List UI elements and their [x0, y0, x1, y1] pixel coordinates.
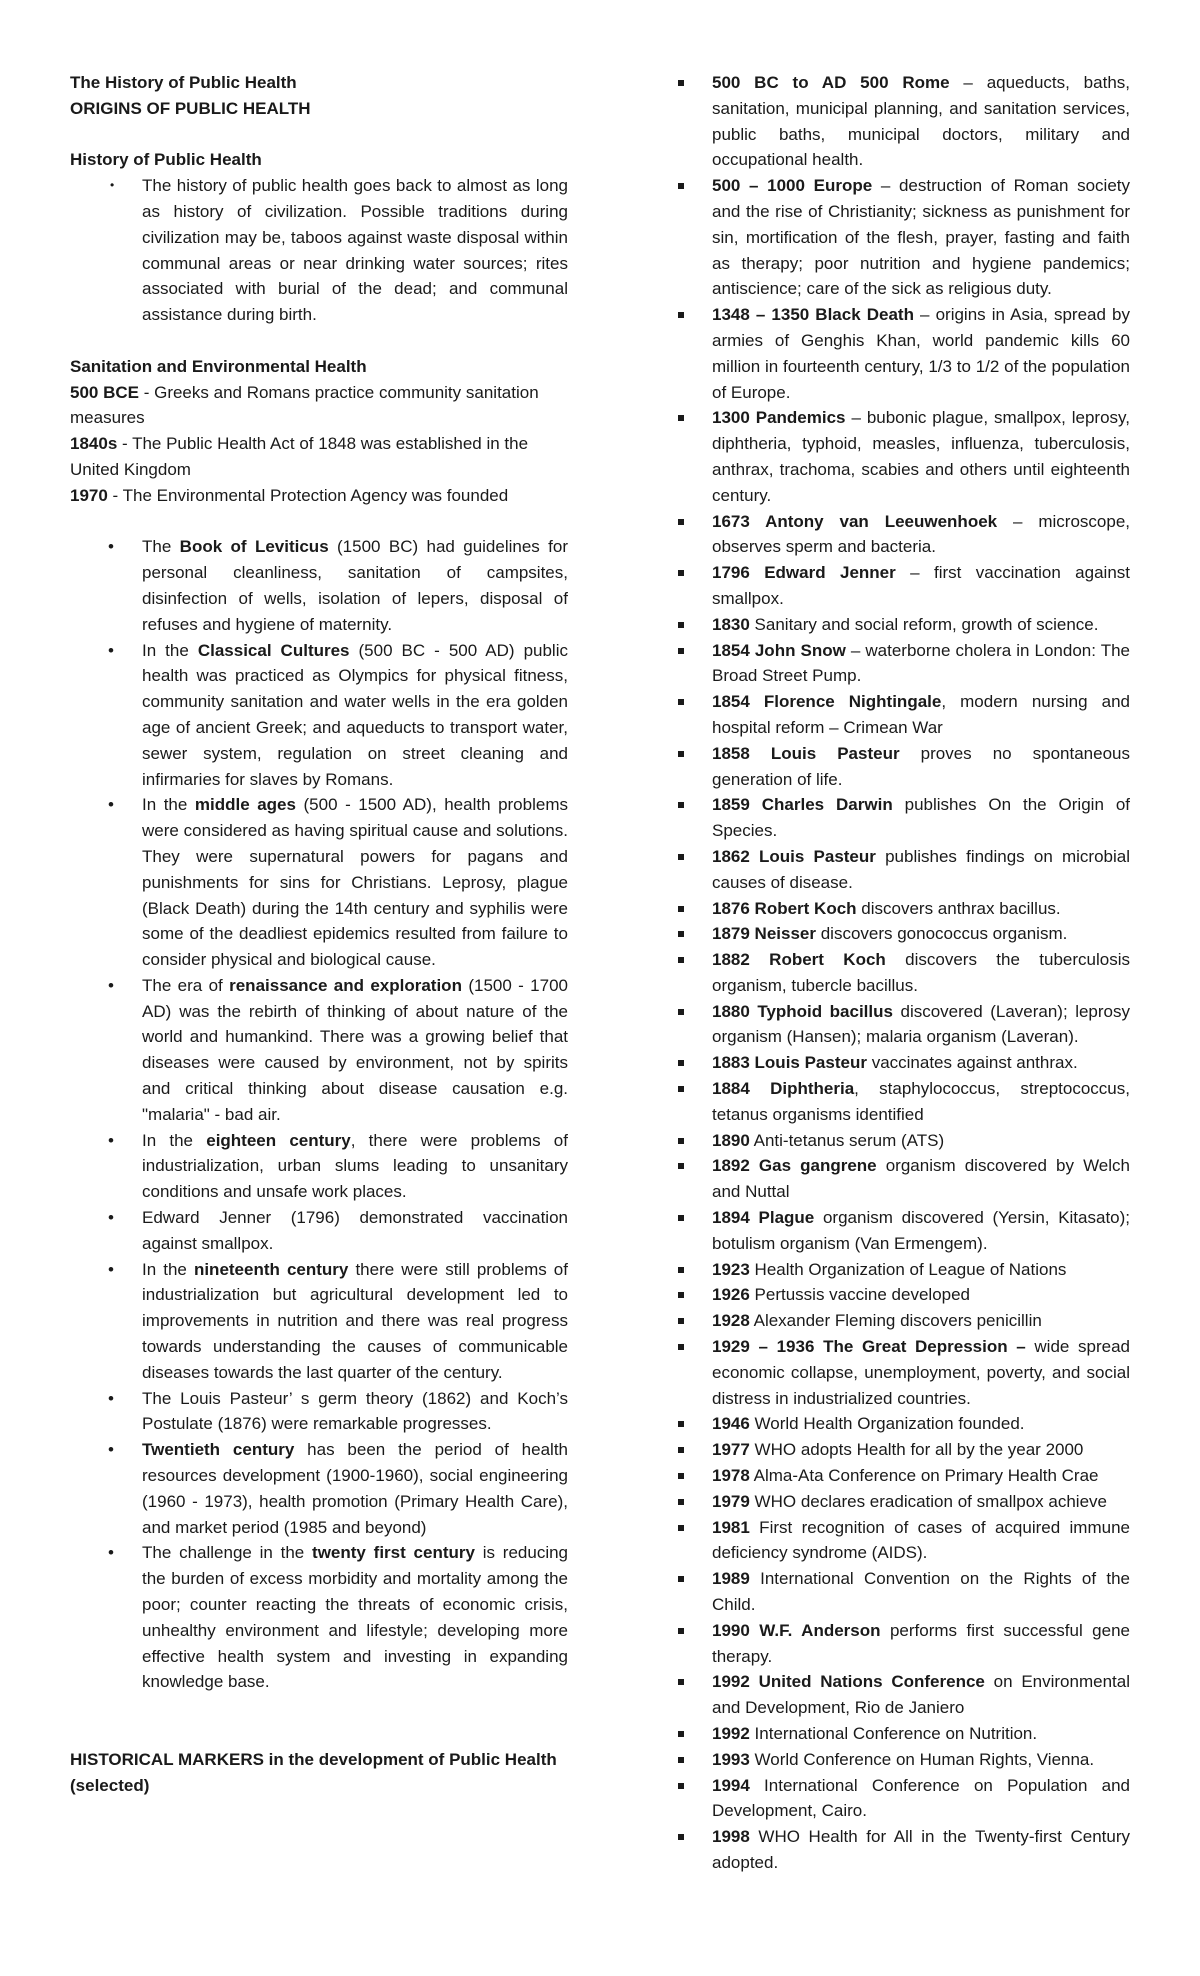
square-bullet-icon: [678, 1757, 684, 1763]
square-bullet-icon: [678, 1215, 684, 1221]
era-text: The Louis Pasteur’ s germ theory (1862) and Koch’s Postulate (1876) were remarkable progresses.: [142, 1388, 568, 1434]
era-highlight: eighteen century: [206, 1130, 351, 1150]
square-bullet-icon: [678, 1318, 684, 1324]
era-highlight: Book of Leviticus: [179, 537, 329, 557]
bullet-icon: •: [108, 1130, 114, 1150]
era-item: [70, 638, 568, 793]
era-highlight: Twentieth century: [142, 1440, 295, 1460]
square-bullet-icon: [678, 1138, 684, 1144]
square-bullet-icon: [678, 570, 684, 576]
bullet-icon: •: [108, 975, 114, 995]
bullet-icon: •: [108, 640, 114, 660]
marker-item: [672, 947, 1130, 999]
square-bullet-icon: [678, 1783, 684, 1789]
era-text: has been the period of health resources development (1900-1960), social engineering (1960 - 1973), health promotion (Primary Health Care), and market period (1985 and beyond): [142, 1440, 569, 1537]
marker-text: publishes On the Origin of Species.: [712, 795, 1131, 841]
marker-text: World Health Organization founded.: [749, 1414, 1025, 1434]
marker-item: [672, 1282, 1130, 1308]
marker-item: [672, 173, 1130, 302]
era-text: Edward Jenner (1796) demonstrated vaccination against smallpox.: [142, 1208, 568, 1253]
marker-item: [672, 1128, 1130, 1154]
marker-item: [672, 509, 1130, 561]
bullet-icon: •: [108, 795, 114, 815]
marker-event: 1879 Neisser: [712, 924, 816, 944]
era-item: [70, 973, 568, 1128]
marker-text: First recognition of cases of acquired immune deficiency syndrome (AIDS).: [712, 1517, 1130, 1563]
era-text: is reducing the burden of excess morbidity and mortality among the poor; counter reacting the threats of economic crisis, unhealthy environment and lifestyle; developing more effective health system and investing in expanding knowledge base.: [142, 1543, 569, 1692]
square-bullet-icon: [678, 183, 684, 189]
marker-item: [672, 302, 1130, 405]
marker-event: 1894 Plague: [712, 1208, 815, 1228]
marker-item: [672, 999, 1130, 1051]
marker-item: [672, 1566, 1130, 1618]
marker-event: 1978: [712, 1466, 750, 1486]
marker-event: 1994: [712, 1775, 750, 1795]
bullet-icon: •: [108, 1440, 114, 1460]
era-text: In the: [142, 640, 198, 660]
square-bullet-icon: [678, 1421, 684, 1427]
marker-event: 1796 Edward Jenner: [712, 563, 896, 583]
document-subtitle: ORIGINS OF PUBLIC HEALTH: [70, 98, 311, 118]
marker-item: [672, 612, 1130, 638]
marker-item: [672, 70, 1130, 173]
era-text: The: [142, 537, 180, 557]
marker-event: 1862 Louis Pasteur: [712, 846, 876, 866]
marker-item: [672, 1050, 1130, 1076]
sanitation-year: 1840s: [70, 434, 118, 454]
bullet-icon: •: [108, 1388, 114, 1408]
marker-item: [672, 1463, 1130, 1489]
marker-text: Alexander Fleming discovers penicillin: [749, 1311, 1042, 1331]
square-bullet-icon: [678, 1628, 684, 1634]
era-highlight: middle ages: [194, 795, 296, 815]
era-text: , there were problems of industrialization, urban slums leading to unsanitary conditions and unsafe work places.: [142, 1130, 568, 1202]
era-text: (1500 BC) had guidelines for personal cleanliness, sanitation of campsites, disinfection of wells, isolation of lepers, disposal of refuses and hygiene of maternity.: [142, 537, 569, 634]
marker-item: [672, 921, 1130, 947]
marker-item: [672, 1824, 1130, 1876]
marker-event: 1859 Charles Darwin: [712, 795, 893, 815]
era-item: [70, 1386, 568, 1438]
bullet-icon: •: [110, 178, 115, 193]
era-text: (500 BC - 500 AD) public health was practiced as Olympics for physical fitness, community sanitation and water wells in the era golden age of ancient Greek; and aqueducts to transport water, sewer system, regulation on street cleaning and infirmaries for slaves by Romans.: [142, 640, 568, 789]
marker-item: [672, 689, 1130, 741]
marker-text: discovers the tuberculosis organism, tubercle bacillus.: [712, 950, 1130, 995]
marker-item: [672, 405, 1130, 508]
marker-text: Health Organization of League of Nations: [749, 1259, 1067, 1279]
square-bullet-icon: [678, 1267, 684, 1273]
square-bullet-icon: [678, 1060, 684, 1066]
marker-event: 1926: [712, 1285, 750, 1305]
square-bullet-icon: [678, 415, 684, 421]
square-bullet-icon: [678, 1731, 684, 1737]
marker-text: – destruction of Roman society and the rise of Christianity; sickness as punishment for sin, mortification of the flesh, prayer, fasting and faith as therapy; poor nutrition and hygiene pandemics; antiscience; care of the sick as religious duty.: [712, 176, 1130, 299]
marker-event: 1990 W.F. Anderson: [712, 1620, 881, 1640]
eras-list: [70, 534, 568, 1695]
marker-event: 1882 Robert Koch: [712, 950, 886, 970]
sanitation-year: 500 BCE: [70, 382, 139, 402]
marker-event: 1979: [712, 1491, 750, 1511]
markers-list: [672, 70, 1130, 1876]
marker-event: 1880 Typhoid bacillus: [712, 1001, 893, 1021]
marker-item: [672, 896, 1130, 922]
square-bullet-icon: [678, 1447, 684, 1453]
history-text: The history of public health goes back to almost as long as history of civilization. Possible traditions during civilization may be, taboos against waste disposal within communal areas or near drinking water sources; rites associated with burial of the dead; and communal assistance during birth.: [142, 176, 568, 325]
marker-text: International Conference on Population and Development, Cairo.: [712, 1775, 1130, 1821]
square-bullet-icon: [678, 648, 684, 654]
marker-text: – microscope, observes sperm and bacteria.: [712, 511, 1130, 557]
sanitation-item: [70, 431, 568, 483]
marker-text: , modern nursing and hospital reform – Crimean War: [712, 692, 1130, 737]
marker-item: [672, 560, 1130, 612]
history-item: [70, 173, 568, 328]
square-bullet-icon: [678, 1679, 684, 1685]
markers-heading: HISTORICAL MARKERS in the development of Public Health (selected): [70, 1749, 557, 1795]
era-text: The era of: [142, 975, 230, 995]
sanitation-heading: Sanitation and Environmental Health: [70, 356, 367, 376]
marker-text: – origins in Asia, spread by armies of Genghis Khan, world pandemic kills 60 million in fourteenth century, 1/3 to 1/2 of the population of Europe.: [712, 305, 1130, 402]
marker-event: 1673 Antony van Leeuwenhoek: [712, 511, 998, 531]
marker-text: Sanitary and social reform, growth of science.: [749, 614, 1099, 634]
marker-event: 1946: [712, 1414, 750, 1434]
marker-item: [672, 844, 1130, 896]
sanitation-text: - The Environmental Protection Agency was founded: [107, 485, 509, 505]
marker-text: performs first successful gene therapy.: [712, 1620, 1131, 1666]
marker-event: 1977: [712, 1440, 750, 1460]
marker-event: 1884 Diphtheria: [712, 1079, 855, 1099]
marker-event: 1923: [712, 1259, 750, 1279]
square-bullet-icon: [678, 1086, 684, 1092]
history-heading: History of Public Health: [70, 150, 262, 170]
marker-event: 1929 – 1936 The Great Depression –: [712, 1337, 1026, 1357]
square-bullet-icon: [678, 1344, 684, 1350]
square-bullet-icon: [678, 622, 684, 628]
marker-item: [672, 1308, 1130, 1334]
square-bullet-icon: [678, 699, 684, 705]
marker-text: Alma-Ata Conference on Primary Health Crae: [749, 1466, 1099, 1486]
marker-event: 1300 Pandemics: [712, 408, 846, 428]
sanitation-list: [70, 380, 568, 509]
history-list: [70, 173, 568, 328]
marker-item: [672, 741, 1130, 793]
marker-item: [672, 1515, 1130, 1567]
marker-event: 1992: [712, 1724, 750, 1743]
square-bullet-icon: [678, 1525, 684, 1531]
marker-item: [672, 1747, 1130, 1773]
marker-item: [672, 1437, 1130, 1463]
marker-text: WHO adopts Health for all by the year 2000: [749, 1440, 1084, 1460]
marker-text: on Environmental and Development, Rio de Janiero: [712, 1672, 1130, 1718]
era-highlight: renaissance and exploration: [229, 975, 462, 995]
marker-event: 1854 John Snow: [712, 640, 846, 660]
square-bullet-icon: [678, 1473, 684, 1479]
marker-event: 1998: [712, 1827, 750, 1847]
marker-text: discovers anthrax bacillus.: [856, 898, 1061, 918]
sanitation-item: [70, 380, 568, 432]
bullet-icon: •: [108, 1543, 114, 1563]
era-item: [70, 1205, 568, 1257]
marker-event: 1989: [712, 1569, 750, 1589]
marker-event: 1876 Robert Koch: [712, 898, 857, 918]
marker-text: wide spread economic collapse, unemployment, poverty, and social distress in industrialized countries.: [712, 1337, 1130, 1408]
era-text: there were still problems of industrialization but agricultural development led to improvements in nutrition and there was real progress towards understanding the causes of communicable diseases towards the last quarter of the century.: [142, 1259, 568, 1382]
marker-text: World Conference on Human Rights, Vienna.: [749, 1749, 1095, 1769]
document-title: The History of Public Health: [70, 73, 297, 92]
square-bullet-icon: [678, 906, 684, 912]
era-text: In the: [142, 1130, 207, 1150]
marker-event: 1892 Gas gangrene: [712, 1156, 877, 1176]
marker-text: – waterborne cholera in London: The Broad Street Pump.: [712, 640, 1130, 686]
square-bullet-icon: [678, 1834, 684, 1840]
square-bullet-icon: [678, 1499, 684, 1505]
marker-text: organism discovered (Yersin, Kitasato); botulism organism (Van Ermengem).: [712, 1208, 1131, 1253]
sanitation-item: [70, 483, 568, 509]
square-bullet-icon: [678, 931, 684, 937]
right-column: [672, 70, 1130, 1876]
marker-item: [672, 1153, 1130, 1205]
marker-event: 1883 Louis Pasteur: [712, 1053, 867, 1073]
marker-text: International Convention on the Rights of the Child.: [712, 1569, 1130, 1615]
era-highlight: twenty first century: [312, 1543, 475, 1563]
era-item: [70, 792, 568, 973]
era-item: [70, 1128, 568, 1205]
bullet-icon: •: [108, 1208, 114, 1228]
sanitation-year: 1970: [70, 485, 108, 505]
era-text: (1500 - 1700 AD) was the rebirth of thinking of about nature of the world and humankind. There was a growing belief that diseases were caused by environment, not by spirits and critical thinking about disease causation e.g. "malaria" - bad air.: [142, 975, 568, 1124]
era-item: [70, 1257, 568, 1386]
marker-item: [672, 1257, 1130, 1283]
marker-text: – bubonic plague, smallpox, leprosy, diphtheria, typhoid, measles, influenza, tuberculosis, anthrax, trachoma, scabies and others until eighteenth century.: [712, 408, 1130, 505]
square-bullet-icon: [678, 751, 684, 757]
square-bullet-icon: [678, 1576, 684, 1582]
marker-event: 1858 Louis Pasteur: [712, 743, 900, 763]
square-bullet-icon: [678, 957, 684, 963]
marker-event: 1993: [712, 1749, 750, 1769]
marker-event: 1992 United Nations Conference: [712, 1672, 985, 1692]
square-bullet-icon: [678, 1009, 684, 1015]
marker-item: [672, 1489, 1130, 1515]
marker-text: discovered (Laveran); leprosy organism (Hansen); malaria organism (Laveran).: [712, 1001, 1130, 1047]
marker-item: [672, 1205, 1130, 1257]
marker-item: [672, 1721, 1130, 1747]
era-text: In the: [142, 795, 195, 815]
marker-item: [672, 638, 1130, 690]
era-item: [70, 1437, 568, 1540]
square-bullet-icon: [678, 312, 684, 318]
square-bullet-icon: [678, 854, 684, 860]
era-text: (500 - 1500 AD), health problems were considered as having spiritual cause and solutions. They were supernatural powers for pagans and punishments for sins for Christians. Leprosy, plague (Black Death) during the 14th century and syphilis were some of the deadliest epidemics resulted from failure to consider physical and biological cause.: [142, 795, 568, 970]
marker-text: , staphylococcus, streptococcus, tetanus organisms identified: [712, 1079, 1130, 1124]
square-bullet-icon: [678, 1163, 684, 1169]
marker-item: [672, 1411, 1130, 1437]
marker-event: 1890: [712, 1130, 750, 1150]
marker-event: 1854 Florence Nightingale: [712, 692, 942, 712]
marker-text: publishes findings on microbial causes of disease.: [712, 846, 1130, 892]
marker-text: proves no spontaneous generation of life.: [712, 743, 1130, 789]
bullet-icon: •: [108, 537, 114, 557]
marker-text: – aqueducts, baths, sanitation, municipal planning, and sanitation services, public baths, municipal doctors, military and occupational health.: [712, 73, 1130, 170]
left-column: [70, 70, 568, 1798]
marker-item: [672, 1334, 1130, 1411]
marker-text: WHO declares eradication of smallpox achieve: [749, 1491, 1107, 1511]
marker-text: discovers gonococcus organism.: [815, 924, 1068, 944]
era-item: [70, 1540, 568, 1695]
marker-event: 1981: [712, 1517, 750, 1537]
marker-event: 500 BC to AD 500 Rome: [712, 73, 950, 92]
marker-event: 500 – 1000 Europe: [712, 176, 873, 196]
marker-text: – first vaccination against smallpox.: [712, 563, 1130, 608]
square-bullet-icon: [678, 519, 684, 525]
marker-event: 1348 – 1350 Black Death: [712, 305, 914, 325]
era-text: The challenge in the: [142, 1543, 313, 1563]
marker-text: Anti-tetanus serum (ATS): [749, 1130, 945, 1150]
era-text: In the: [142, 1259, 194, 1279]
sanitation-text: - Greeks and Romans practice community sanitation measures: [70, 382, 539, 428]
marker-text: Pertussis vaccine developed: [749, 1285, 971, 1305]
marker-item: [672, 1773, 1130, 1825]
marker-item: [672, 1618, 1130, 1670]
marker-text: International Conference on Nutrition.: [749, 1724, 1038, 1743]
marker-item: [672, 792, 1130, 844]
square-bullet-icon: [678, 1292, 684, 1298]
marker-item: [672, 1669, 1130, 1721]
marker-event: 1830: [712, 614, 750, 634]
square-bullet-icon: [678, 80, 684, 86]
era-item: [70, 534, 568, 637]
marker-event: 1928: [712, 1311, 750, 1331]
bullet-icon: •: [108, 1259, 114, 1279]
marker-text: organism discovered by Welch and Nuttal: [712, 1156, 1130, 1202]
marker-text: WHO Health for All in the Twenty-first Century adopted.: [712, 1827, 1130, 1872]
marker-text: vaccinates against anthrax.: [866, 1053, 1078, 1073]
era-highlight: Classical Cultures: [197, 640, 350, 660]
square-bullet-icon: [678, 802, 684, 808]
sanitation-text: - The Public Health Act of 1848 was established in the United Kingdom: [70, 434, 529, 479]
marker-item: [672, 1076, 1130, 1128]
era-highlight: nineteenth century: [193, 1259, 349, 1279]
